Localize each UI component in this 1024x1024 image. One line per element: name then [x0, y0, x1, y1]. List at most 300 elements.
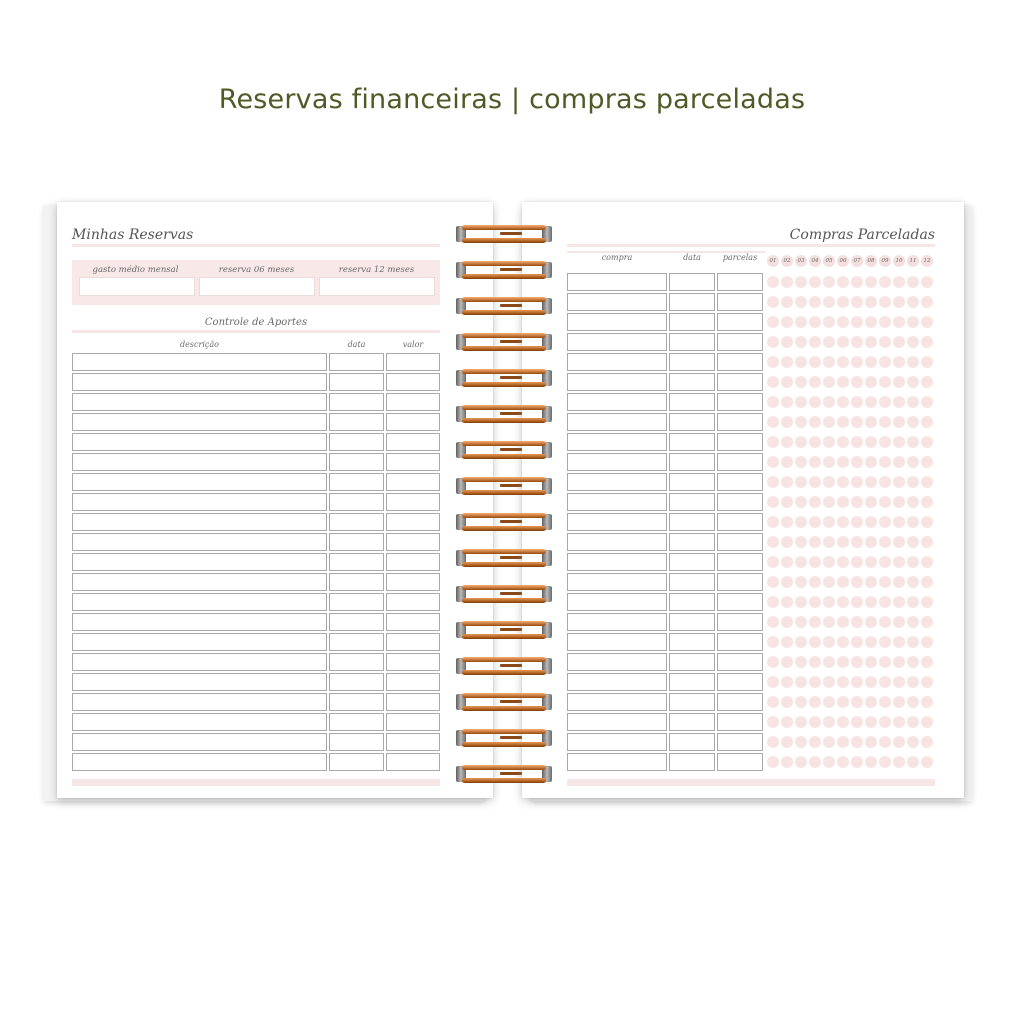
installment-checkbox[interactable] — [851, 556, 863, 568]
installment-checkbox[interactable] — [851, 696, 863, 708]
installment-checkbox[interactable] — [823, 356, 835, 368]
value-cell[interactable] — [386, 733, 440, 751]
installment-checkbox[interactable] — [809, 736, 821, 748]
installment-checkbox[interactable] — [921, 696, 933, 708]
installment-checkbox[interactable] — [809, 616, 821, 628]
installment-checkbox[interactable] — [781, 636, 793, 648]
installments-cell[interactable] — [717, 493, 763, 511]
value-cell[interactable] — [386, 753, 440, 771]
installment-checkbox[interactable] — [781, 756, 793, 768]
description-cell[interactable] — [72, 613, 327, 631]
installment-checkbox[interactable] — [865, 696, 877, 708]
installment-checkbox[interactable] — [823, 516, 835, 528]
installments-cell[interactable] — [717, 693, 763, 711]
installment-checkbox[interactable] — [795, 676, 807, 688]
installment-checkbox[interactable] — [893, 656, 905, 668]
installment-checkbox[interactable] — [837, 616, 849, 628]
installments-cell[interactable] — [717, 473, 763, 491]
installment-checkbox[interactable] — [837, 556, 849, 568]
installment-checkbox[interactable] — [921, 536, 933, 548]
installment-checkbox[interactable] — [907, 736, 919, 748]
installment-checkbox[interactable] — [879, 596, 891, 608]
installment-checkbox[interactable] — [921, 356, 933, 368]
date-cell[interactable] — [329, 373, 384, 391]
installment-checkbox[interactable] — [837, 636, 849, 648]
installment-checkbox[interactable] — [921, 436, 933, 448]
installment-checkbox[interactable] — [907, 516, 919, 528]
installment-checkbox[interactable] — [837, 696, 849, 708]
installment-checkbox[interactable] — [795, 296, 807, 308]
installment-checkbox[interactable] — [907, 536, 919, 548]
installment-checkbox[interactable] — [809, 596, 821, 608]
installment-checkbox[interactable] — [851, 276, 863, 288]
installment-checkbox[interactable] — [823, 396, 835, 408]
installment-checkbox[interactable] — [809, 516, 821, 528]
value-cell[interactable] — [386, 493, 440, 511]
purchase-cell[interactable] — [567, 633, 667, 651]
purchase-cell[interactable] — [567, 493, 667, 511]
description-cell[interactable] — [72, 653, 327, 671]
installments-cell[interactable] — [717, 413, 763, 431]
installment-checkbox[interactable] — [781, 676, 793, 688]
installment-checkbox[interactable] — [921, 516, 933, 528]
installment-checkbox[interactable] — [767, 696, 779, 708]
installment-checkbox[interactable] — [907, 616, 919, 628]
installment-checkbox[interactable] — [865, 536, 877, 548]
purchase-date-cell[interactable] — [669, 513, 715, 531]
purchase-cell[interactable] — [567, 413, 667, 431]
value-cell[interactable] — [386, 713, 440, 731]
purchase-cell[interactable] — [567, 313, 667, 331]
description-cell[interactable] — [72, 473, 327, 491]
installment-checkbox[interactable] — [851, 536, 863, 548]
purchase-date-cell[interactable] — [669, 473, 715, 491]
installment-checkbox[interactable] — [809, 316, 821, 328]
installment-checkbox[interactable] — [907, 356, 919, 368]
installment-checkbox[interactable] — [893, 516, 905, 528]
installment-checkbox[interactable] — [809, 336, 821, 348]
installment-checkbox[interactable] — [851, 756, 863, 768]
installment-checkbox[interactable] — [879, 696, 891, 708]
installment-checkbox[interactable] — [767, 496, 779, 508]
installment-checkbox[interactable] — [921, 496, 933, 508]
value-cell[interactable] — [386, 393, 440, 411]
installment-checkbox[interactable] — [837, 516, 849, 528]
purchase-date-cell[interactable] — [669, 453, 715, 471]
installment-checkbox[interactable] — [865, 516, 877, 528]
date-cell[interactable] — [329, 653, 384, 671]
installment-checkbox[interactable] — [865, 296, 877, 308]
installment-checkbox[interactable] — [893, 336, 905, 348]
purchase-date-cell[interactable] — [669, 693, 715, 711]
installments-cell[interactable] — [717, 593, 763, 611]
installment-checkbox[interactable] — [809, 476, 821, 488]
installment-checkbox[interactable] — [851, 376, 863, 388]
installment-checkbox[interactable] — [921, 676, 933, 688]
installment-checkbox[interactable] — [781, 296, 793, 308]
installment-checkbox[interactable] — [893, 716, 905, 728]
installment-checkbox[interactable] — [921, 756, 933, 768]
installment-checkbox[interactable] — [767, 636, 779, 648]
installment-checkbox[interactable] — [809, 356, 821, 368]
installment-checkbox[interactable] — [767, 656, 779, 668]
installment-checkbox[interactable] — [865, 396, 877, 408]
installment-checkbox[interactable] — [795, 536, 807, 548]
installments-cell[interactable] — [717, 453, 763, 471]
installment-checkbox[interactable] — [823, 576, 835, 588]
installment-checkbox[interactable] — [879, 556, 891, 568]
installment-checkbox[interactable] — [767, 296, 779, 308]
installment-checkbox[interactable] — [921, 596, 933, 608]
summary-field-12-months[interactable] — [319, 277, 435, 296]
installments-cell[interactable] — [717, 293, 763, 311]
installment-checkbox[interactable] — [907, 276, 919, 288]
date-cell[interactable] — [329, 513, 384, 531]
installments-cell[interactable] — [717, 273, 763, 291]
installment-checkbox[interactable] — [809, 436, 821, 448]
installment-checkbox[interactable] — [795, 556, 807, 568]
installment-checkbox[interactable] — [823, 656, 835, 668]
installment-checkbox[interactable] — [837, 476, 849, 488]
installment-checkbox[interactable] — [795, 276, 807, 288]
installment-checkbox[interactable] — [851, 596, 863, 608]
value-cell[interactable] — [386, 453, 440, 471]
installment-checkbox[interactable] — [767, 456, 779, 468]
summary-field-monthly[interactable] — [79, 277, 195, 296]
date-cell[interactable] — [329, 353, 384, 371]
installment-checkbox[interactable] — [893, 756, 905, 768]
installment-checkbox[interactable] — [823, 596, 835, 608]
installment-checkbox[interactable] — [767, 516, 779, 528]
installment-checkbox[interactable] — [809, 276, 821, 288]
purchase-cell[interactable] — [567, 613, 667, 631]
installment-checkbox[interactable] — [893, 616, 905, 628]
installment-checkbox[interactable] — [879, 336, 891, 348]
description-cell[interactable] — [72, 593, 327, 611]
installment-checkbox[interactable] — [907, 316, 919, 328]
installment-checkbox[interactable] — [837, 276, 849, 288]
installment-checkbox[interactable] — [809, 556, 821, 568]
date-cell[interactable] — [329, 553, 384, 571]
value-cell[interactable] — [386, 353, 440, 371]
installment-checkbox[interactable] — [837, 596, 849, 608]
installment-checkbox[interactable] — [907, 696, 919, 708]
installment-checkbox[interactable] — [907, 576, 919, 588]
installment-checkbox[interactable] — [809, 676, 821, 688]
installment-checkbox[interactable] — [921, 336, 933, 348]
installment-checkbox[interactable] — [865, 676, 877, 688]
installment-checkbox[interactable] — [795, 576, 807, 588]
purchase-date-cell[interactable] — [669, 533, 715, 551]
installment-checkbox[interactable] — [865, 436, 877, 448]
installments-cell[interactable] — [717, 533, 763, 551]
installment-checkbox[interactable] — [879, 416, 891, 428]
installment-checkbox[interactable] — [921, 376, 933, 388]
installment-checkbox[interactable] — [907, 416, 919, 428]
installments-cell[interactable] — [717, 653, 763, 671]
installments-cell[interactable] — [717, 513, 763, 531]
purchase-cell[interactable] — [567, 733, 667, 751]
description-cell[interactable] — [72, 553, 327, 571]
installment-checkbox[interactable] — [823, 636, 835, 648]
installment-checkbox[interactable] — [865, 596, 877, 608]
installment-checkbox[interactable] — [921, 576, 933, 588]
installment-checkbox[interactable] — [879, 656, 891, 668]
installment-checkbox[interactable] — [879, 756, 891, 768]
installment-checkbox[interactable] — [921, 416, 933, 428]
installment-checkbox[interactable] — [893, 296, 905, 308]
installment-checkbox[interactable] — [865, 476, 877, 488]
installment-checkbox[interactable] — [879, 496, 891, 508]
installment-checkbox[interactable] — [795, 376, 807, 388]
date-cell[interactable] — [329, 433, 384, 451]
date-cell[interactable] — [329, 453, 384, 471]
installment-checkbox[interactable] — [823, 336, 835, 348]
installment-checkbox[interactable] — [767, 596, 779, 608]
installment-checkbox[interactable] — [879, 736, 891, 748]
summary-field-6-months[interactable] — [199, 277, 315, 296]
installment-checkbox[interactable] — [795, 716, 807, 728]
installment-checkbox[interactable] — [823, 616, 835, 628]
installment-checkbox[interactable] — [851, 676, 863, 688]
installment-checkbox[interactable] — [823, 736, 835, 748]
purchase-date-cell[interactable] — [669, 593, 715, 611]
installment-checkbox[interactable] — [823, 556, 835, 568]
installment-checkbox[interactable] — [823, 696, 835, 708]
installment-checkbox[interactable] — [921, 456, 933, 468]
installment-checkbox[interactable] — [837, 336, 849, 348]
installment-checkbox[interactable] — [781, 556, 793, 568]
installment-checkbox[interactable] — [893, 376, 905, 388]
installment-checkbox[interactable] — [837, 576, 849, 588]
purchase-date-cell[interactable] — [669, 673, 715, 691]
installment-checkbox[interactable] — [879, 516, 891, 528]
installment-checkbox[interactable] — [893, 436, 905, 448]
installment-checkbox[interactable] — [767, 316, 779, 328]
installment-checkbox[interactable] — [893, 636, 905, 648]
installment-checkbox[interactable] — [809, 756, 821, 768]
installment-checkbox[interactable] — [837, 356, 849, 368]
description-cell[interactable] — [72, 693, 327, 711]
date-cell[interactable] — [329, 413, 384, 431]
purchase-date-cell[interactable] — [669, 713, 715, 731]
date-cell[interactable] — [329, 713, 384, 731]
installments-cell[interactable] — [717, 673, 763, 691]
installment-checkbox[interactable] — [907, 476, 919, 488]
installment-checkbox[interactable] — [767, 356, 779, 368]
purchase-cell[interactable] — [567, 293, 667, 311]
installment-checkbox[interactable] — [865, 736, 877, 748]
installment-checkbox[interactable] — [781, 416, 793, 428]
installment-checkbox[interactable] — [865, 616, 877, 628]
purchase-cell[interactable] — [567, 353, 667, 371]
installment-checkbox[interactable] — [907, 296, 919, 308]
purchase-cell[interactable] — [567, 713, 667, 731]
installment-checkbox[interactable] — [795, 696, 807, 708]
installment-checkbox[interactable] — [851, 496, 863, 508]
date-cell[interactable] — [329, 393, 384, 411]
value-cell[interactable] — [386, 613, 440, 631]
installment-checkbox[interactable] — [851, 516, 863, 528]
installment-checkbox[interactable] — [879, 316, 891, 328]
installment-checkbox[interactable] — [893, 356, 905, 368]
installment-checkbox[interactable] — [865, 576, 877, 588]
installment-checkbox[interactable] — [795, 416, 807, 428]
installment-checkbox[interactable] — [823, 676, 835, 688]
installment-checkbox[interactable] — [865, 316, 877, 328]
purchase-date-cell[interactable] — [669, 493, 715, 511]
installment-checkbox[interactable] — [837, 736, 849, 748]
installment-checkbox[interactable] — [893, 276, 905, 288]
value-cell[interactable] — [386, 473, 440, 491]
value-cell[interactable] — [386, 553, 440, 571]
installment-checkbox[interactable] — [823, 756, 835, 768]
installment-checkbox[interactable] — [921, 396, 933, 408]
installment-checkbox[interactable] — [795, 316, 807, 328]
installment-checkbox[interactable] — [795, 736, 807, 748]
installment-checkbox[interactable] — [823, 716, 835, 728]
installments-cell[interactable] — [717, 573, 763, 591]
installment-checkbox[interactable] — [823, 276, 835, 288]
date-cell[interactable] — [329, 473, 384, 491]
installments-cell[interactable] — [717, 553, 763, 571]
purchase-date-cell[interactable] — [669, 313, 715, 331]
installment-checkbox[interactable] — [781, 596, 793, 608]
installment-checkbox[interactable] — [907, 676, 919, 688]
installment-checkbox[interactable] — [781, 476, 793, 488]
installment-checkbox[interactable] — [907, 716, 919, 728]
installment-checkbox[interactable] — [823, 416, 835, 428]
description-cell[interactable] — [72, 533, 327, 551]
installment-checkbox[interactable] — [851, 436, 863, 448]
installment-checkbox[interactable] — [893, 556, 905, 568]
installment-checkbox[interactable] — [823, 316, 835, 328]
installment-checkbox[interactable] — [907, 456, 919, 468]
date-cell[interactable] — [329, 753, 384, 771]
purchase-cell[interactable] — [567, 473, 667, 491]
purchase-date-cell[interactable] — [669, 373, 715, 391]
installment-checkbox[interactable] — [865, 336, 877, 348]
installment-checkbox[interactable] — [823, 436, 835, 448]
installment-checkbox[interactable] — [795, 596, 807, 608]
installment-checkbox[interactable] — [837, 496, 849, 508]
purchase-cell[interactable] — [567, 533, 667, 551]
installments-cell[interactable] — [717, 433, 763, 451]
installment-checkbox[interactable] — [921, 476, 933, 488]
installment-checkbox[interactable] — [781, 456, 793, 468]
description-cell[interactable] — [72, 673, 327, 691]
purchase-date-cell[interactable] — [669, 413, 715, 431]
installment-checkbox[interactable] — [767, 556, 779, 568]
installment-checkbox[interactable] — [809, 496, 821, 508]
installment-checkbox[interactable] — [921, 656, 933, 668]
installment-checkbox[interactable] — [795, 516, 807, 528]
installment-checkbox[interactable] — [865, 636, 877, 648]
installment-checkbox[interactable] — [809, 296, 821, 308]
purchase-cell[interactable] — [567, 573, 667, 591]
installments-cell[interactable] — [717, 633, 763, 651]
installment-checkbox[interactable] — [893, 316, 905, 328]
installment-checkbox[interactable] — [809, 536, 821, 548]
installments-cell[interactable] — [717, 753, 763, 771]
installment-checkbox[interactable] — [921, 556, 933, 568]
value-cell[interactable] — [386, 573, 440, 591]
installment-checkbox[interactable] — [795, 636, 807, 648]
installment-checkbox[interactable] — [781, 716, 793, 728]
installment-checkbox[interactable] — [809, 696, 821, 708]
purchase-cell[interactable] — [567, 273, 667, 291]
installment-checkbox[interactable] — [851, 656, 863, 668]
installment-checkbox[interactable] — [879, 356, 891, 368]
purchase-cell[interactable] — [567, 553, 667, 571]
installment-checkbox[interactable] — [795, 496, 807, 508]
installment-checkbox[interactable] — [907, 396, 919, 408]
installment-checkbox[interactable] — [893, 456, 905, 468]
purchase-date-cell[interactable] — [669, 753, 715, 771]
description-cell[interactable] — [72, 353, 327, 371]
installment-checkbox[interactable] — [781, 736, 793, 748]
installments-cell[interactable] — [717, 353, 763, 371]
description-cell[interactable] — [72, 413, 327, 431]
installment-checkbox[interactable] — [921, 276, 933, 288]
purchase-date-cell[interactable] — [669, 273, 715, 291]
installment-checkbox[interactable] — [767, 376, 779, 388]
purchase-cell[interactable] — [567, 693, 667, 711]
installment-checkbox[interactable] — [879, 536, 891, 548]
installment-checkbox[interactable] — [767, 276, 779, 288]
installment-checkbox[interactable] — [837, 716, 849, 728]
installment-checkbox[interactable] — [767, 716, 779, 728]
purchase-cell[interactable] — [567, 373, 667, 391]
installment-checkbox[interactable] — [767, 576, 779, 588]
installment-checkbox[interactable] — [865, 716, 877, 728]
installment-checkbox[interactable] — [767, 416, 779, 428]
purchase-date-cell[interactable] — [669, 633, 715, 651]
purchase-cell[interactable] — [567, 753, 667, 771]
installment-checkbox[interactable] — [893, 576, 905, 588]
installment-checkbox[interactable] — [851, 476, 863, 488]
installment-checkbox[interactable] — [907, 376, 919, 388]
purchase-date-cell[interactable] — [669, 353, 715, 371]
installment-checkbox[interactable] — [879, 276, 891, 288]
description-cell[interactable] — [72, 633, 327, 651]
installment-checkbox[interactable] — [851, 396, 863, 408]
installment-checkbox[interactable] — [837, 376, 849, 388]
installment-checkbox[interactable] — [851, 576, 863, 588]
installment-checkbox[interactable] — [921, 736, 933, 748]
installment-checkbox[interactable] — [823, 376, 835, 388]
value-cell[interactable] — [386, 633, 440, 651]
installment-checkbox[interactable] — [893, 696, 905, 708]
installment-checkbox[interactable] — [865, 656, 877, 668]
description-cell[interactable] — [72, 393, 327, 411]
installment-checkbox[interactable] — [893, 416, 905, 428]
installment-checkbox[interactable] — [767, 396, 779, 408]
description-cell[interactable] — [72, 373, 327, 391]
installment-checkbox[interactable] — [879, 676, 891, 688]
installment-checkbox[interactable] — [907, 596, 919, 608]
installment-checkbox[interactable] — [767, 476, 779, 488]
value-cell[interactable] — [386, 593, 440, 611]
installment-checkbox[interactable] — [865, 556, 877, 568]
installment-checkbox[interactable] — [837, 296, 849, 308]
installment-checkbox[interactable] — [781, 576, 793, 588]
installment-checkbox[interactable] — [921, 616, 933, 628]
installment-checkbox[interactable] — [809, 656, 821, 668]
installment-checkbox[interactable] — [781, 316, 793, 328]
installment-checkbox[interactable] — [865, 456, 877, 468]
purchase-cell[interactable] — [567, 453, 667, 471]
